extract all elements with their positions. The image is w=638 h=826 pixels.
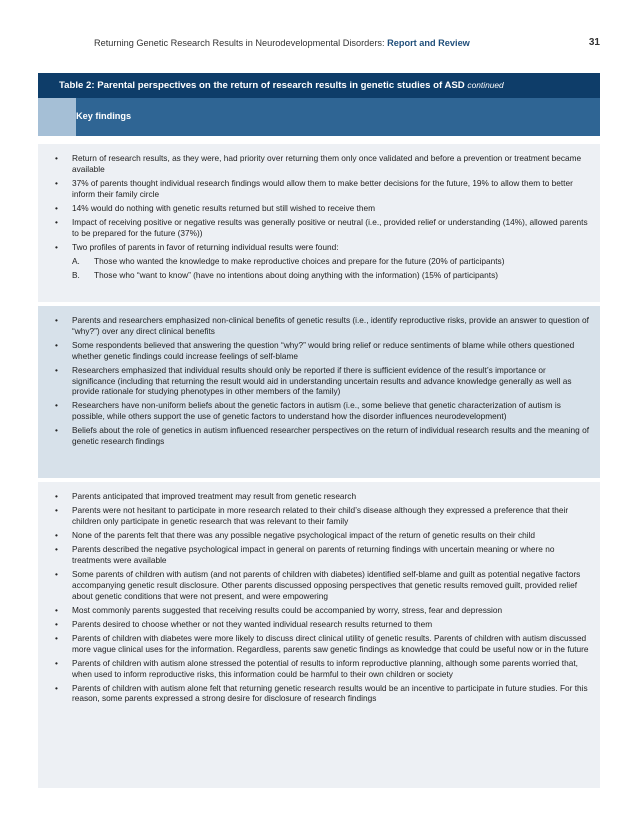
bullet-icon: • [55,400,58,411]
bullet-icon: • [55,339,58,350]
findings-section-3 [38,482,600,788]
bullet-icon: • [55,505,58,516]
bullet-icon: • [55,425,58,436]
list-item: • 37% of parents thought individual research findings would allow them to make better decisions for the future, 19% to allow them to better inform their family circle [55,177,573,199]
header-subtitle: Report and Review [387,38,470,48]
bullet-icon: • [55,177,58,188]
running-header [94,38,600,52]
findings-section-1 [38,144,600,302]
bullet-icon: • [55,241,58,252]
bullet-icon: • [55,544,58,555]
header-title: Returning Genetic Research Results in Neurodevelopmental Disorders: [94,38,388,48]
bullet-icon: • [55,216,58,227]
list-item: • Researchers have non-uniform beliefs about the genetic factors in autism (i.e., some believe that genetic characterization of autism is possible, while others support the use of genetic factors to understand how the disorder influences neurodevelopment) [55,400,561,422]
bullet-icon: • [55,315,58,325]
findings-section-2 [38,306,600,478]
bullet-icon: • [55,618,58,629]
bullet-icon: • [55,153,58,163]
list-item: • None of the parents felt that there was any possible negative psychological impact of the return of genetic results on their child [55,529,536,540]
list-item: • Parents of children with autism alone felt that returning genetic research results would be an incentive to participate in future studies. For this reason, some parents expressed a strong desire for disclosure of research findings [55,682,588,704]
continued-label: continued [467,80,504,90]
sub-list-item: A. Those who wanted the knowledge to make reproductive choices and prepare for the future (20% of participants) [72,255,505,266]
list-item: • Parents desired to choose whether or not they wanted individual research results returned to them [55,618,433,629]
list-item: • Parents anticipated that improved treatment may result from genetic research [55,491,357,501]
bullet-icon: • [55,202,58,213]
bullet-icon: • [55,682,58,693]
bullet-icon: • [55,604,58,615]
list-item: • Most commonly parents suggested that receiving results could be accompanied by worry, stress, fear and depression [55,604,503,615]
bullet-icon: • [55,364,58,375]
list-item: • Parents of children with diabetes were more likely to discuss direct clinical utility of genetic results. Parents of children with autism discussed more vague clinical uses for the information. Regardless, parents saw genetic findings as knowledge that could be useful now or in the future [55,632,589,654]
bullet-icon: • [55,529,58,540]
key-findings-label: Key findings [76,111,132,121]
bullet-icon: • [55,657,58,668]
list-item: • 14% would do nothing with genetic results returned but still wished to receive them [55,202,376,213]
list-item: • Impact of receiving positive or negative results was generally positive or neutral (i.e., provided relief or understanding (14%), allowed parents to be prepared for the future (37%)) [55,216,588,238]
list-item: • Parents and researchers emphasized non-clinical benefits of genetic results (i.e., identify reproductive risks, provide an answer to question of “why?”) over any direct clinical benefits [55,315,589,336]
table-title: Table 2: Parental perspectives on the return of research results in genetic studies of ASD [59,80,468,91]
list-item: • Parents described the negative psychological impact in general on parents of returning findings with uncertain meaning or where no treatments were available [55,544,555,565]
bullet-icon: • [55,491,58,501]
list-item: • Parents of children with autism alone stressed the potential of results to inform reproductive planning, although some parents worried that, when used to inform reproductive risks, this information could be harmful to their own children or society [55,657,578,679]
list-item: • Beliefs about the role of genetics in autism influenced researcher perspectives on the return of individual research results and the meaning of genetic research findings [55,425,590,447]
table-title-bar [38,73,600,98]
key-findings-header [38,98,600,136]
page-number: 31 [588,37,600,48]
list-item: • Two profiles of parents in favor of returning individual results were found: [55,241,339,252]
bullet-icon: • [55,632,58,643]
list-item: • Return of research results, as they were, had priority over returning them only once validated and before a prevention or treatment became available [55,153,582,174]
list-item: • Some respondents believed that answering the question “why?” would bring relief or reduce sentiments of blame while others questioned whether genetic findings could increase feelings of self-blame [55,339,575,361]
list-item: • Some parents of children with autism (and not parents of children with diabetes) identified self-blame and guilt as potential negative factors accompanying genetic result disclosure. Other parents discussed opposing perspectives that genetic results removed guilt, provided relief about genetic conditions that were not present, and were empowering [55,568,581,601]
bullet-icon: • [55,568,58,579]
list-item: • Researchers emphasized that individual results should only be reported if there is sufficient evidence of the result’s importance or significance (including that returning the result would aid in understanding uncertain results and advance knowledge generally as well as provide rationale for studying phenotypes in other members of the family) [55,364,572,397]
list-item: • Parents were not hesitant to participate in more research related to their child’s disease although they expressed a preference that their children only participate in genetic research that was relevant to their family [55,505,569,526]
sub-list-item: B. Those who “want to know” (have no intentions about doing anything with the information) (15% of participants) [72,269,499,280]
key-findings-spacer [38,98,76,136]
